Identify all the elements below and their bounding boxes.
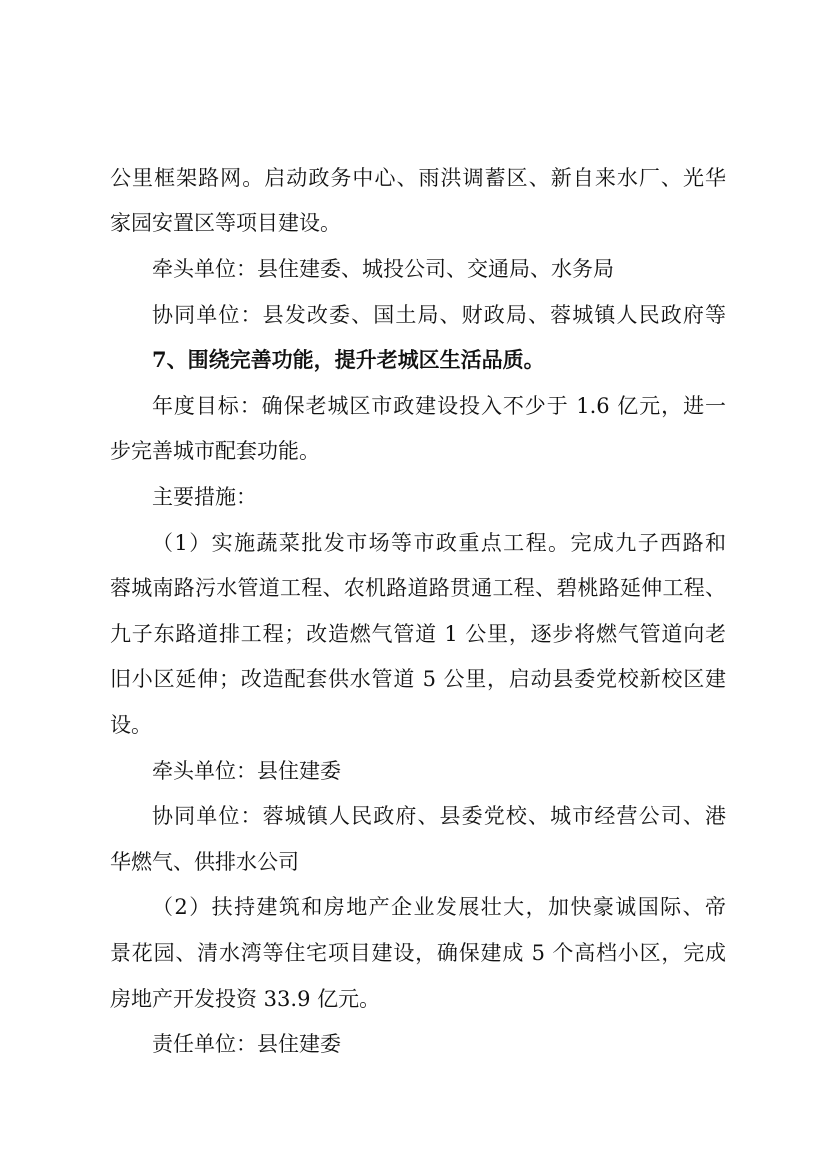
section-heading: 7、围绕完善功能，提升老城区生活品质。 [152, 347, 545, 372]
paragraph-line: 家园安置区等项目建设。 [110, 211, 341, 235]
measure-2-line: （2）扶持建筑和房地产企业发展壮大，加快豪诚国际、帝 [152, 895, 726, 919]
paragraph-line: 步完善城市配套功能。 [110, 439, 320, 463]
responsible-unit-line: 责任单位：县住建委 [152, 1032, 341, 1056]
paragraph-line: 设。 [110, 713, 152, 737]
paragraph-line: 景花园、清水湾等住宅项目建设，确保建成 5 个高档小区，完成 [110, 941, 726, 965]
paragraph-line: 九子东路道排工程；改造燃气管道 1 公里，逐步将燃气管道向老 [110, 622, 726, 646]
main-measures-label: 主要措施： [152, 485, 257, 509]
lead-unit-line: 牵头单位：县住建委 [152, 759, 341, 783]
paragraph-line: 蓉城南路污水管道工程、农机路道路贯通工程、碧桃路延伸工程、 [110, 576, 726, 600]
annual-goal-line: 年度目标：确保老城区市政建设投入不少于 1.6 亿元，进一 [152, 394, 726, 418]
measure-1-line: （1）实施蔬菜批发市场等市政重点工程。完成九子西路和 [152, 531, 726, 555]
paragraph-line: 公里框架路网。启动政务中心、雨洪调蓄区、新自来水厂、光华 [110, 166, 726, 190]
paragraph-line: 房地产开发投资 33.9 亿元。 [110, 987, 381, 1011]
paragraph-line: 华燃气、供排水公司 [110, 850, 299, 874]
paragraph-line: 旧小区延伸；改造配套供水管道 5 公里，启动县委党校新校区建 [110, 667, 726, 691]
cooperating-unit-line: 协同单位：蓉城镇人民政府、县委党校、城市经营公司、港 [152, 804, 726, 828]
cooperating-unit-line: 协同单位：县发改委、国土局、财政局、蓉城镇人民政府等 [152, 303, 726, 327]
lead-unit-line: 牵头单位：县住建委、城投公司、交通局、水务局 [152, 257, 614, 281]
